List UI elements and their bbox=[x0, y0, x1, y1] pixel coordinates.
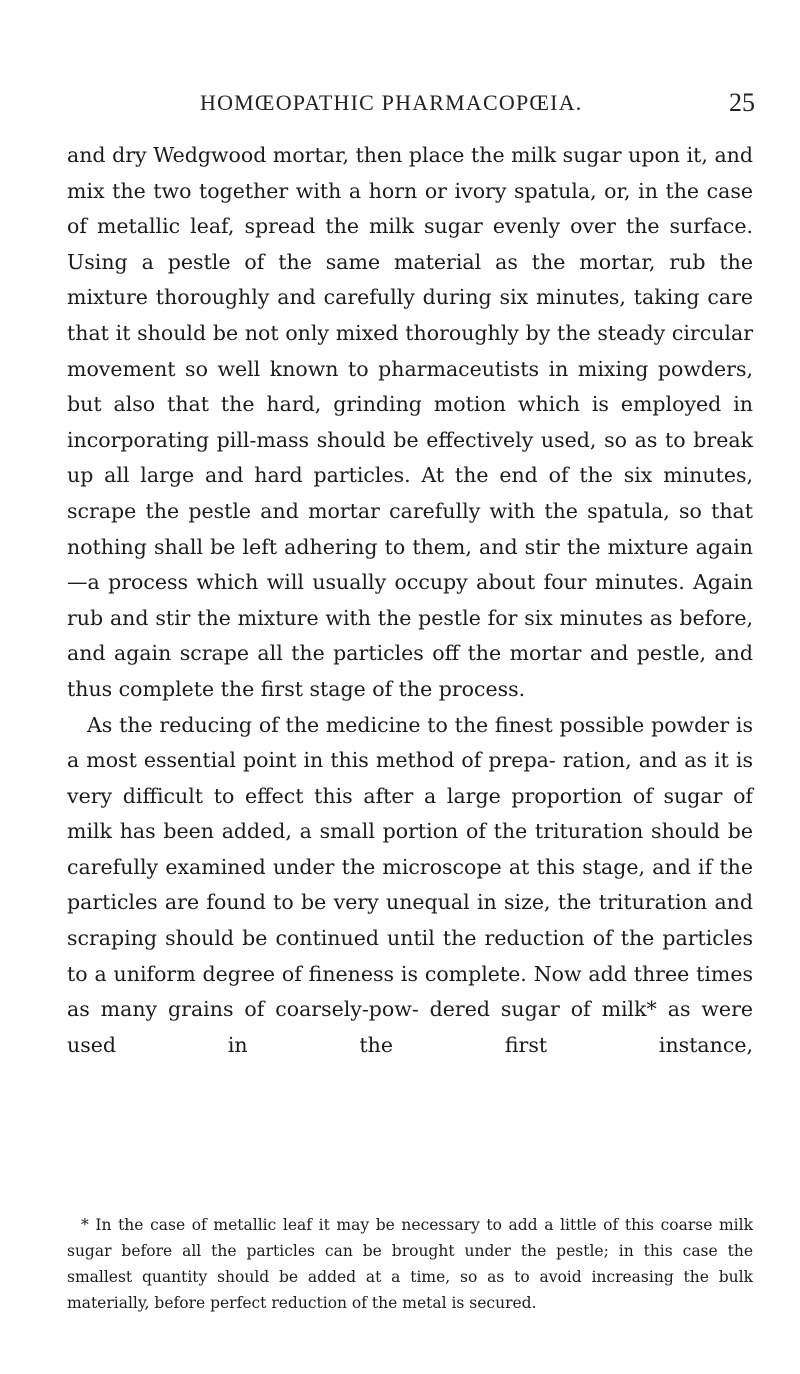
body-text bbox=[67, 138, 753, 1063]
footnote-text: * In the case of metallic leaf it may be necessary to add a little of this coarse milk sugar before all the particles can be brought under the pestle; in this case the smallest quantity should be added at a time, so as to avoid increasing the bulk materially, before perfect reduction of the metal is secured. bbox=[67, 1216, 753, 1312]
running-head bbox=[200, 90, 755, 120]
paragraph: As the reducing of the medicine to the finest possible powder is a most essential point in this method of prepa- ration, and as it is very difficult to effect this after a large proportion of sugar of milk has been added, a small portion of the trituration should be carefully examined under the microscope at this stage, and if the particles are found to be very unequal in size, the trituration and scraping should be continued until the reduction of the particles to a uniform degree of fineness is complete. Now add three times as many grains of coarsely-pow- dered sugar of milk* as were used in the first instance, bbox=[67, 712, 753, 1057]
running-title: HOMŒOPATHIC PHARMACOPŒIA. bbox=[200, 90, 583, 115]
paragraph-continued: and dry Wedgwood mortar, then place the milk sugar upon it, and mix the two together with a horn or ivory spatula, or, in the case of metallic leaf, spread the milk sugar evenly over the surface. Using a pestle of the same material as the mortar, rub the mixture thoroughly and carefully during six minutes, taking care that it should be not only mixed thoroughly by the steady circular movement so well known to pharmaceutists in mixing powders, but also that the hard, grinding motion which is employed in incorporating pill-mass should be effectively used, so as to break up all large and hard particles. At the end of the six minutes, scrape the pestle and mortar carefully with the spatula, so that nothing shall be left adhering to them, and stir the mixture again—a process which will usually occupy about four minutes. Again rub and stir the mixture with the pestle for six minutes as before, and again scrape all the particles off the mortar and pestle, and thus complete the first stage of the process. bbox=[67, 143, 753, 701]
page-number: 25 bbox=[729, 88, 755, 117]
footnote bbox=[67, 1212, 753, 1316]
